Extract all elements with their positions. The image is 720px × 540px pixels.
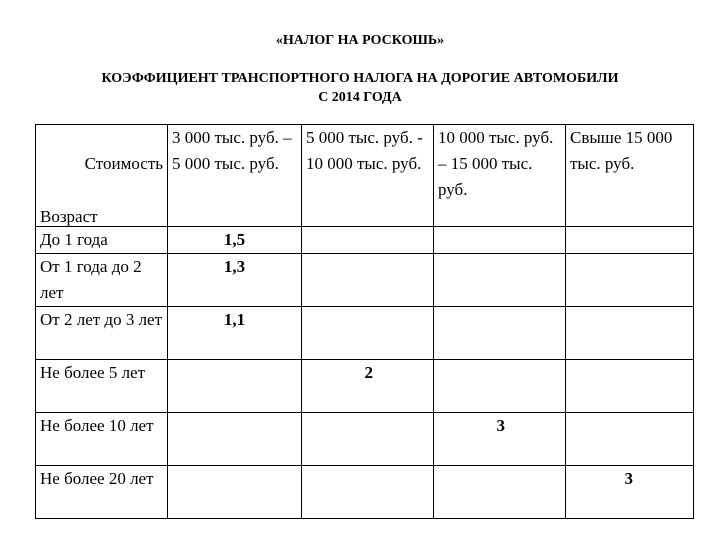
- tax-coefficient-table: [35, 124, 694, 519]
- empty-cell: [302, 307, 434, 360]
- empty-cell: [434, 466, 566, 519]
- age-cell: Не более 10 лет: [36, 413, 168, 466]
- empty-cell: [168, 413, 302, 466]
- empty-cell: [566, 254, 694, 307]
- coefficient-cell: 1,3: [168, 254, 302, 307]
- empty-cell: [566, 413, 694, 466]
- empty-cell: [168, 466, 302, 519]
- coefficient-cell: 2: [302, 360, 434, 413]
- empty-cell: [434, 307, 566, 360]
- coefficient-cell: 3: [434, 413, 566, 466]
- empty-cell: [302, 466, 434, 519]
- empty-cell: [168, 360, 302, 413]
- empty-cell: [302, 413, 434, 466]
- empty-cell: [302, 254, 434, 307]
- table-row: [36, 466, 694, 519]
- age-cell: От 2 лет до 3 лет: [36, 307, 168, 360]
- empty-cell: [566, 227, 694, 254]
- empty-cell: [566, 360, 694, 413]
- table-caption-year: С 2014 ГОДА: [318, 90, 402, 105]
- empty-cell: [434, 227, 566, 254]
- table-row: [36, 227, 694, 254]
- column-header: 5 000 тыс. руб. - 10 000 тыс. руб.: [302, 125, 434, 227]
- document-title: «НАЛОГ НА РОСКОШЬ»: [275, 33, 445, 48]
- column-header: Свыше 15 000 тыс. руб.: [566, 125, 694, 227]
- age-cell: Не более 20 лет: [36, 466, 168, 519]
- coefficient-cell: 1,5: [168, 227, 302, 254]
- empty-cell: [566, 307, 694, 360]
- age-cell: Не более 5 лет: [36, 360, 168, 413]
- table-caption: КОЭФФИЦИЕНТ ТРАНСПОРТНОГО НАЛОГА НА ДОРОГИЕ АВТОМОБИЛИ: [101, 71, 619, 86]
- corner-cell: [36, 125, 168, 227]
- coefficient-cell: 1,1: [168, 307, 302, 360]
- column-header: 10 000 тыс. руб. – 15 000 тыс. руб.: [434, 125, 566, 227]
- empty-cell: [302, 227, 434, 254]
- table-header-row: [36, 125, 694, 227]
- table-row: [36, 254, 694, 307]
- cost-label: Стоимость: [84, 154, 163, 173]
- table-row: [36, 360, 694, 413]
- empty-cell: [434, 254, 566, 307]
- table-row: [36, 307, 694, 360]
- coefficient-cell: 3: [566, 466, 694, 519]
- empty-cell: [434, 360, 566, 413]
- table-row: [36, 413, 694, 466]
- column-header: 3 000 тыс. руб. – 5 000 тыс. руб.: [168, 125, 302, 227]
- age-cell: От 1 года до 2 лет: [36, 254, 168, 307]
- age-cell: До 1 года: [36, 227, 168, 254]
- age-label: Возраст: [40, 207, 98, 226]
